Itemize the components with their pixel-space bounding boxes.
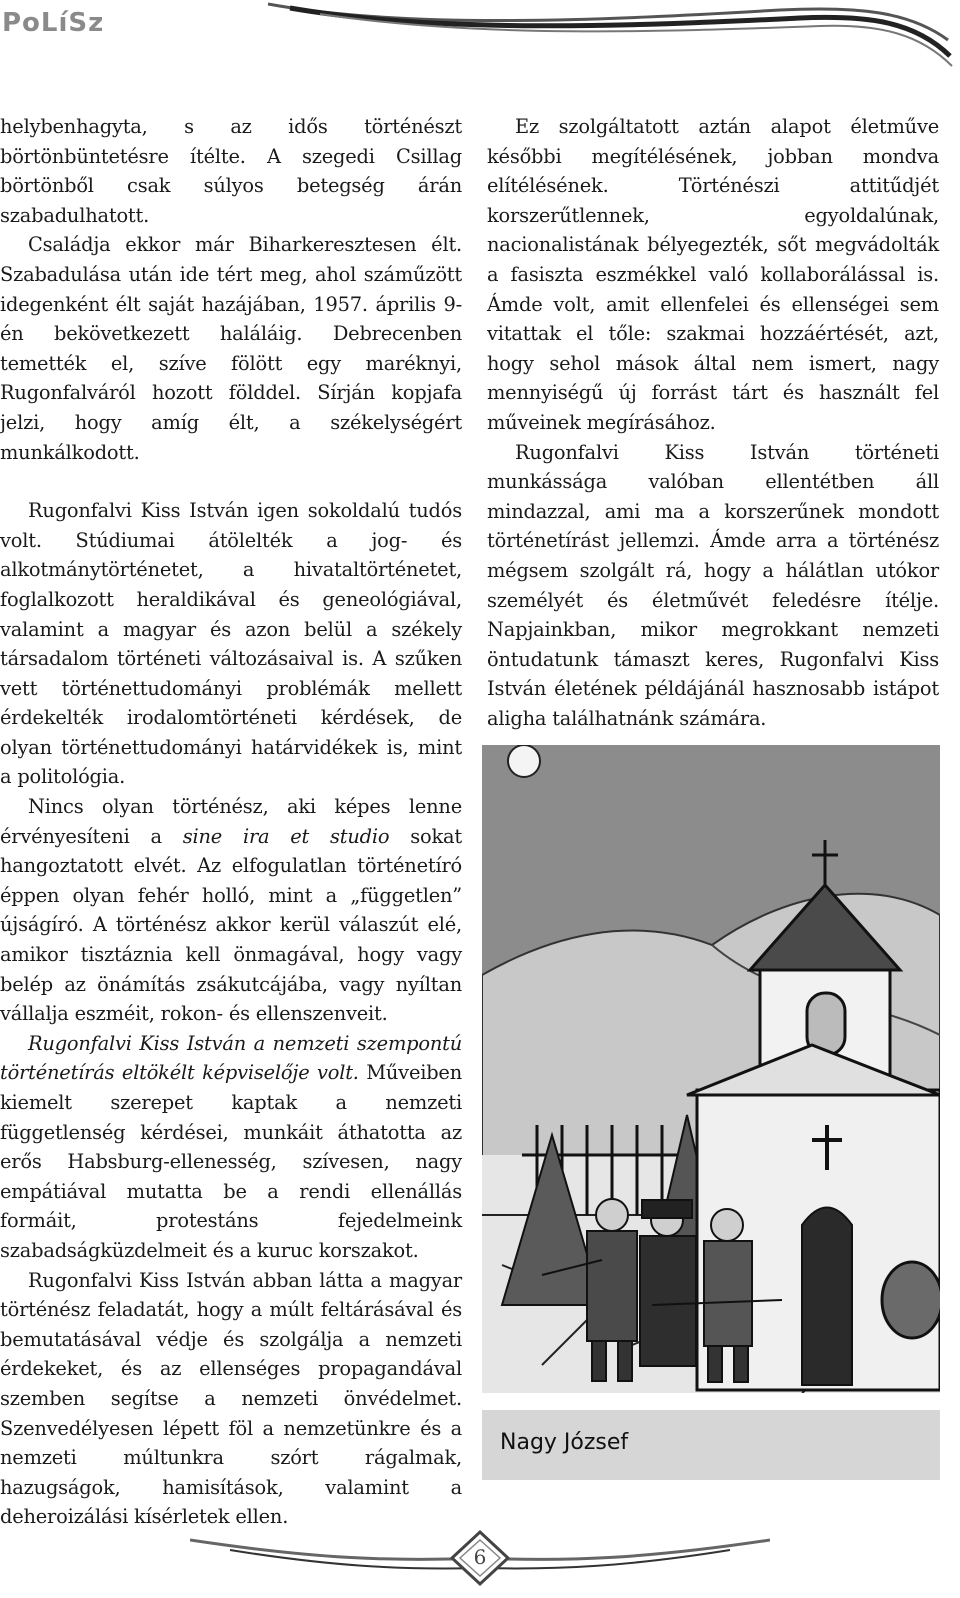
pencil-drawing-church [482,745,940,1393]
paragraph: Rugonfalvi Kiss István abban látta a magyar történész feladatát, hogy a múlt feltárásával és bemutatásával védje és szolgálja a nemzeti érdekeket, és az ellenséges propagandával szemben segítse a nemzeti önvédelmet. Szenvedélyesen lépett föl a nemzetünkre és a nemzeti múltunkra szórt rágalmak, hazugságok, hamisítások, valamint a deheroizálási kísérletek ellen. [0,1268,462,1529]
magazine-title: PoLíSz [2,8,105,38]
paragraph: Rugonfalvi Kiss István történeti munkássága valóban ellentétben áll mindazzal, ami ma a korszerűnek mondott történetírást jellemzi. Ámde arra a történész mégsem szolgált rá, hogy a hálátlan utókor személyét és életművét feledésre ítélje. Napjainkban, mikor megrokkant nemzeti öntudatunk támaszt keres, Rugonfalvi Kiss István életének példájánál hasznosabb istápot aligha találhatnánk számára. [487,440,939,730]
paragraph: Ez szolgáltatott aztán alapot életműve későbbi megítélésének, jobban mondva elítélésének. Történészi attitűdjét korszerűtlennek, egyoldalúnak, nacionalistának bélyegezték, sőt megvádolták a fasiszta eszmékkel való kollaborálással is. Ámde volt, amit ellenfelei és ellenségei sem vitattak el tőle: szakmai hozzáértését, azt, hogy sehol mások által nem ismert, nagy mennyiségű új forrást tárt és használt fel műveinek megírásához. [487,115,939,434]
header-ornament [260,0,960,70]
paragraph [0,1029,462,1266]
paragraph [0,792,462,1029]
paragraph: Családja ekkor már Biharkeresztesen élt. Szabadulása után ide tért meg, ahol száműzött idegenként élt saját hazájában, 1957. április 9-én bekövetkezett haláláig. Debrecenben temették el, szíve fölött egy maréknyi, Rugonfalváról hozott földdel. Sírján kopjafa jelzi, hogy amíg élt, a székelységért munkálkodott. [0,233,462,464]
text-run: Nincs olyan történész, aki képes lenne érvényesíteni a [0,795,462,848]
text-run: sokat hangoztatott elvét. Az elfogulatlan történetíró éppen olyan fehér holló, mint a „független” újságíró. A történész akkor kerül válaszút elé, amikor tisztáznia kell önmagával, hogy vagy belép az önámítás zsákutcájába, vagy nyíltan vállalja eszméit, rokon- és ellenszenveit. [0,824,462,1026]
paragraph: Rugonfalvi Kiss István igen sokoldalú tudós volt. Stúdiumai átölelték a jog- és alkotmánytörténetet, a hivataltörténetet, foglalkozott heraldikával és geneológiával, valamint a magyar és azon belül a székely társadalom történeti változásaival is. A szűken vett történettudományi problémák mellett érdekelték irodalomtörténeti kérdések, de olyan történettudományi határvidékek is, mint a politológia. [0,499,462,789]
image-caption: Nagy József [500,1430,629,1455]
paragraph: helybenhagyta, s az idős történészt börtönbüntetésre ítélte. A szegedi Csillag börtönből csak súlyos betegség árán szabadulhatott. [0,115,462,227]
left-text-column [0,112,462,1532]
italic-phrase: Rugonfalvi Kiss István a nemzeti szempontú történetírás eltökélt képviselője volt. [0,1031,462,1085]
page-number: 6 [473,1545,487,1569]
text-run: Műveiben kiemelt szerepet kaptak a nemzeti függetlenség kérdései, munkáit áthatotta az erős Habsburg-ellenesség, szívesen, nagy empátiával mutatta be a rendi ellenállás formáit, protestáns fejedelmeink szabadságküzdelmeit és a kuruc korszakot. [0,1061,462,1262]
right-text-column [487,112,939,733]
image-caption-box [482,1410,940,1480]
italic-phrase: sine ira et studio [182,824,390,848]
